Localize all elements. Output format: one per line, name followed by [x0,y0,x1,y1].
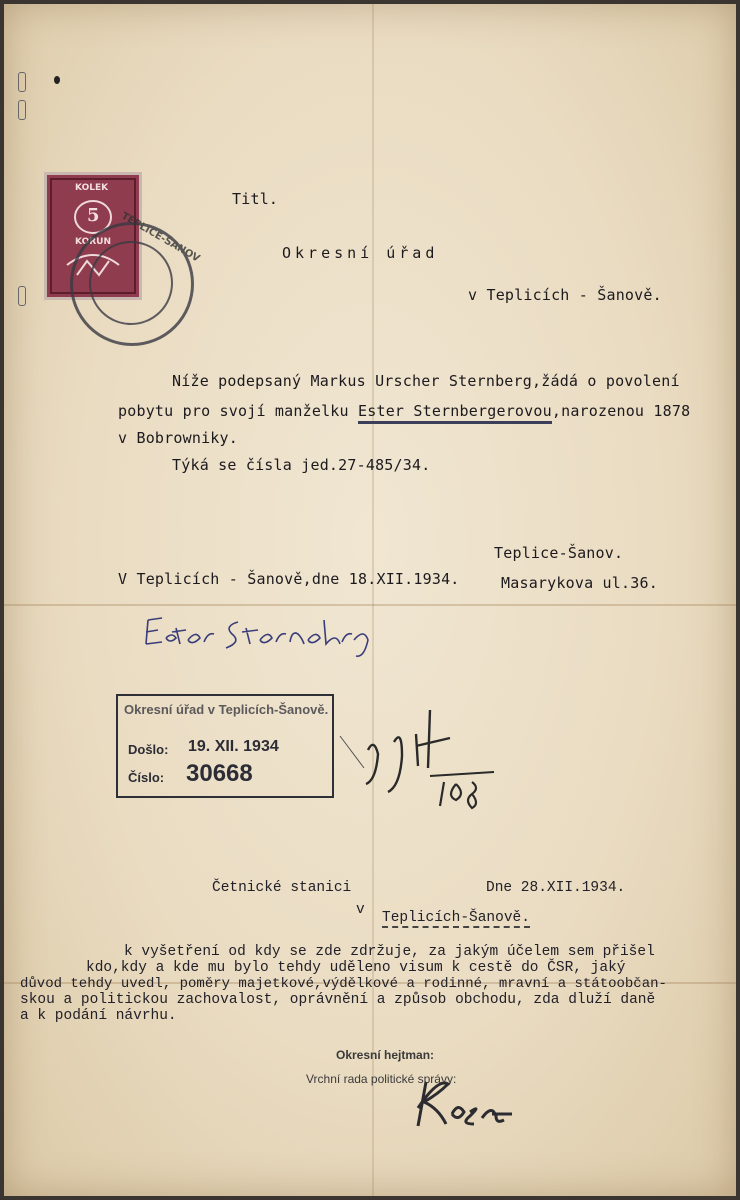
applicant-name: Ester Sternbergerovou [358,402,552,424]
fold-line [372,4,374,1196]
reply-line-2: kdo,kdy a kde mu bylo tehdy uděleno visum k cestě do ČSR, jaký [86,960,626,976]
received-date: 19. XII. 1934 [188,738,279,755]
recipient-place: v Teplicích - Šanově. [468,286,662,304]
place-and-date: V Teplicích - Šanově,dne 18.XII.1934. [118,570,460,588]
official-title: Okresní hejtman: [336,1048,435,1062]
address-street: Masarykova ul.36. [501,574,658,592]
binder-hole [18,286,26,306]
reply-v: v [356,902,365,918]
body-line-3: v Bobrowniky. [118,429,238,447]
binder-hole [18,100,26,120]
body-line-2-end: ,narozenou 1878 [551,402,691,420]
received-stamp [116,694,334,798]
document-page [4,4,736,1196]
official-signature [412,1068,522,1134]
binder-hole [54,76,60,84]
reply-line-1: k vyšetření od kdy se zde zdržuje, za jakým účelem sem přišel [124,944,655,960]
signature-ester [142,608,382,664]
reply-recipient-place: Teplicích-Šanově. [382,910,530,926]
revenue-stamp-bottom: KORUN [75,237,111,247]
binder-hole [18,72,26,92]
reply-line-5: a k podání návrhu. [20,1008,177,1024]
reference-number: Týká se čísla jed.27-485/34. [172,456,431,474]
revenue-stamp-top: KOLEK [75,183,109,193]
reply-line-4: skou a politickou zachovalost, oprávnění a způsob obchodu, zda dluží daně [20,992,656,1008]
marginal-note [334,696,534,816]
reply-date: Dne 28.XII.1934. [486,880,626,896]
address-city: Teplice-Šanov. [494,544,624,562]
postmark [70,210,202,346]
postmark-text: TEPLICE-ŠANOV [119,210,202,265]
registry-number: 30668 [186,760,253,787]
body-line-2-start: pobytu pro svojí manželku [118,402,358,420]
number-label: Číslo: [128,770,165,785]
body-line-1: Níže podepsaný Markus Urscher Sternberg,žádá o povolení [172,372,680,390]
reply-recipient: Četnické stanici [212,880,352,896]
salutation: Titl. [232,190,279,208]
fold-line [4,604,736,606]
received-stamp-office: Okresní úřad v Teplicích-Šanově. [124,702,329,717]
received-label: Došlo: [128,742,169,757]
official-subtitle: Vrchní rada politické správy: [306,1072,457,1086]
recipient-office: Okresní úřad [282,244,439,262]
revenue-stamp-value: 5 [87,205,100,226]
body-line-2 [118,402,690,420]
reply-line-3: důvod tehdy uvedl, poměry majetkové,výdělkové a rodinné, mravní a státoobčan- [20,976,667,992]
